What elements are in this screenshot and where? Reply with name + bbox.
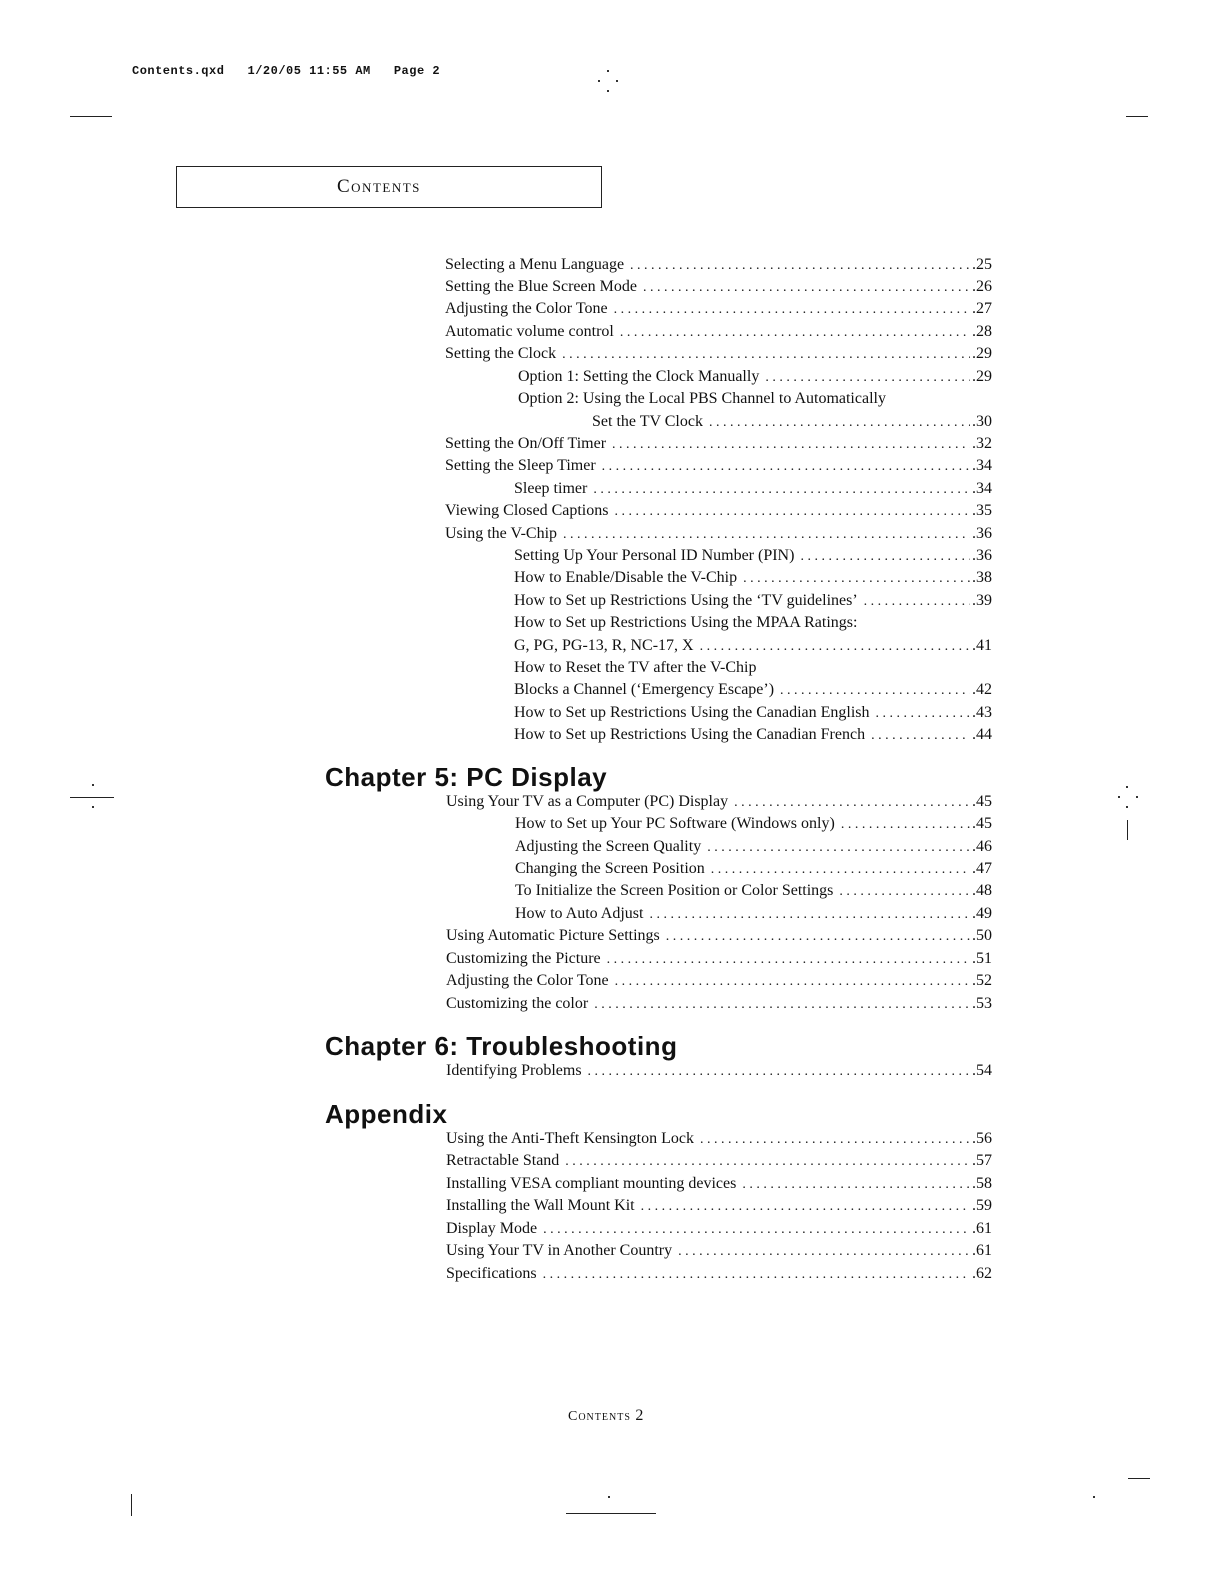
registration-dot <box>92 806 94 808</box>
toc-entry <box>446 1265 992 1287</box>
toc-entry <box>445 435 992 457</box>
toc-entry-page: .46 <box>972 838 992 855</box>
toc-entry <box>514 480 992 502</box>
registration-dot <box>1136 796 1138 798</box>
toc-entry-page: .48 <box>972 882 992 899</box>
toc-entry-page: .45 <box>972 793 992 810</box>
toc-entry-page: .41 <box>972 637 992 654</box>
toc-entry-page: .29 <box>972 368 992 385</box>
toc-entry <box>446 927 992 949</box>
crop-mark <box>1126 116 1148 117</box>
dot-leader <box>563 527 970 543</box>
toc-entry-label: Setting the Sleep Timer <box>445 457 596 474</box>
dot-leader <box>543 1222 970 1238</box>
toc-entry <box>446 1062 992 1084</box>
dot-leader <box>742 1177 970 1193</box>
toc-entry-page: .43 <box>972 704 992 721</box>
page-title-box <box>176 166 602 208</box>
crop-mark <box>1128 1478 1150 1479</box>
toc-entry-label: Specifications <box>446 1265 537 1282</box>
toc-entry <box>445 502 992 524</box>
dot-leader <box>643 280 970 296</box>
toc-entry-page: .61 <box>972 1220 992 1237</box>
toc-entry <box>446 950 992 972</box>
dot-leader <box>630 258 970 274</box>
toc-entry-page: .32 <box>972 435 992 452</box>
page-title: Contents <box>337 176 421 197</box>
toc-entry <box>515 905 992 927</box>
toc-entry-label: Using the V-Chip <box>445 525 558 542</box>
toc-entry <box>445 300 992 322</box>
dot-leader <box>593 482 970 498</box>
footer-label: Contents <box>568 1409 631 1424</box>
toc-entry <box>514 681 992 703</box>
toc-entry-label: Blocks a Channel (‘Emergency Escape’) <box>514 681 775 698</box>
dot-leader <box>734 795 970 811</box>
toc-entry <box>515 815 992 837</box>
toc-entry-label: Customizing the Picture <box>446 950 601 967</box>
dot-leader <box>666 929 970 945</box>
toc-entry-label: Adjusting the Color Tone <box>446 972 609 989</box>
toc-entry <box>445 345 992 367</box>
dot-leader <box>864 594 970 610</box>
toc-entry-label: Installing VESA compliant mounting devices <box>446 1175 737 1192</box>
toc-entry-label: How to Enable/Disable the V-Chip <box>514 569 738 586</box>
toc-entry-label: Setting Up Your Personal ID Number (PIN) <box>514 547 795 564</box>
toc-entry <box>446 995 992 1017</box>
toc-entry-page: .44 <box>972 726 992 743</box>
toc-entry-label: How to Reset the TV after the V-Chip <box>514 659 757 676</box>
dot-leader <box>594 997 970 1013</box>
dot-leader <box>614 302 970 318</box>
registration-dot <box>608 1496 610 1498</box>
toc-entry-page: .38 <box>972 569 992 586</box>
dot-leader <box>602 459 970 475</box>
toc-entry <box>514 547 992 569</box>
toc-entry <box>445 278 992 300</box>
toc-entry <box>445 323 992 345</box>
dot-leader <box>700 1132 970 1148</box>
dot-leader <box>839 884 970 900</box>
registration-dot <box>607 70 609 72</box>
dot-leader <box>800 549 970 565</box>
toc-entry-page: .49 <box>972 905 992 922</box>
toc-entry-label: Option 1: Setting the Clock Manually <box>518 368 760 385</box>
dot-leader <box>612 437 970 453</box>
toc-entry-label: How to Set up Restrictions Using the ‘TV guidelines’ <box>514 592 858 609</box>
toc-entry-label: Identifying Problems <box>446 1062 582 1079</box>
toc-entry-page: .56 <box>972 1130 992 1147</box>
toc-entry-page: .28 <box>972 323 992 340</box>
dot-leader <box>871 728 970 744</box>
dot-leader <box>841 817 970 833</box>
toc-entry <box>515 838 992 860</box>
toc-entry <box>446 1152 992 1174</box>
dot-leader <box>700 639 970 655</box>
toc-entry-page: .35 <box>972 502 992 519</box>
toc-entry-page: .50 <box>972 927 992 944</box>
toc-entry-label: Selecting a Menu Language <box>445 256 625 273</box>
toc-entry-label: Installing the Wall Mount Kit <box>446 1197 635 1214</box>
toc-entry <box>592 413 992 435</box>
toc-entry-label: To Initialize the Screen Position or Color Settings <box>515 882 834 899</box>
toc-entry <box>445 457 992 479</box>
toc-entry <box>446 1130 992 1152</box>
toc-entry-label: How to Set up Restrictions Using the MPAA Ratings: <box>514 614 858 631</box>
toc-entry-page: .54 <box>972 1062 992 1079</box>
toc-entry-label: Display Mode <box>446 1220 538 1237</box>
toc-entry <box>514 592 992 614</box>
toc-entry-page: .62 <box>972 1265 992 1282</box>
crop-mark <box>1127 820 1128 840</box>
chapter-heading: Chapter 5: PC Display <box>325 762 608 792</box>
crop-mark <box>566 1513 656 1514</box>
toc-entry-label: Set the TV Clock <box>592 413 703 430</box>
toc-entry <box>446 972 992 994</box>
dot-leader <box>780 683 970 699</box>
toc-entry <box>446 793 992 815</box>
dot-leader <box>743 571 970 587</box>
toc-entry-page: .53 <box>972 995 992 1012</box>
dot-leader <box>565 1154 970 1170</box>
toc-entry-label: Automatic volume control <box>445 323 614 340</box>
toc-entry-label: Adjusting the Screen Quality <box>515 838 702 855</box>
toc-entry-label: Customizing the color <box>446 995 589 1012</box>
toc-entry <box>446 1242 992 1264</box>
toc-entry-label: How to Auto Adjust <box>515 905 644 922</box>
toc-entry-page: .57 <box>972 1152 992 1169</box>
toc-entry <box>515 860 992 882</box>
toc-entry-page: .26 <box>972 278 992 295</box>
registration-dot <box>1118 796 1120 798</box>
toc-entry-label: Using Your TV in Another Country <box>446 1242 673 1259</box>
dot-leader <box>711 862 970 878</box>
registration-dot <box>616 80 618 82</box>
toc-entry-label: Setting the Blue Screen Mode <box>445 278 637 295</box>
toc-entry-page: .39 <box>972 592 992 609</box>
dot-leader <box>707 840 970 856</box>
toc-entry-label: Using the Anti-Theft Kensington Lock <box>446 1130 694 1147</box>
dot-leader <box>543 1267 970 1283</box>
toc-entry-page: .36 <box>972 547 992 564</box>
dot-leader <box>607 952 970 968</box>
dot-leader <box>678 1244 970 1260</box>
dot-leader <box>614 504 970 520</box>
registration-dot <box>1126 786 1128 788</box>
toc-entry-label: Setting the On/Off Timer <box>445 435 607 452</box>
toc-entry-page: .51 <box>972 950 992 967</box>
toc-entry-label: Using Your TV as a Computer (PC) Display <box>446 793 729 810</box>
toc-entry <box>514 569 992 591</box>
dot-leader <box>562 347 970 363</box>
toc-entry-page: .36 <box>972 525 992 542</box>
toc-entry-page: .45 <box>972 815 992 832</box>
crop-mark <box>131 1494 132 1516</box>
registration-dot <box>1093 1496 1095 1498</box>
toc-entry-label: Adjusting the Color Tone <box>445 300 608 317</box>
dot-leader <box>615 974 970 990</box>
toc-entry-page: .27 <box>972 300 992 317</box>
toc-entry <box>446 1220 992 1242</box>
toc-entry-label: Sleep timer <box>514 480 588 497</box>
toc-entry-label: G, PG, PG-13, R, NC-17, X <box>514 637 694 654</box>
registration-dot <box>92 784 94 786</box>
toc-entry-label: Setting the Clock <box>445 345 557 362</box>
toc-entry-page: .59 <box>972 1197 992 1214</box>
toc-entry-label: Changing the Screen Position <box>515 860 705 877</box>
toc-entry-label: Retractable Stand <box>446 1152 560 1169</box>
toc-entry-label: Using Automatic Picture Settings <box>446 927 660 944</box>
toc-entry <box>446 1175 992 1197</box>
dot-leader <box>709 415 970 431</box>
chapter-heading: Appendix <box>325 1099 448 1129</box>
chapter-heading: Chapter 6: Troubleshooting <box>325 1031 678 1061</box>
crop-mark <box>70 797 114 798</box>
toc-entry-page: .58 <box>972 1175 992 1192</box>
dot-leader <box>649 907 970 923</box>
toc-entry-page: .29 <box>972 345 992 362</box>
dot-leader <box>876 706 970 722</box>
dot-leader <box>620 325 970 341</box>
dot-leader <box>765 370 970 386</box>
toc-entry <box>445 256 992 278</box>
toc-entry-page: .34 <box>972 457 992 474</box>
toc-entry-label: How to Set up Restrictions Using the Canadian English <box>514 704 870 721</box>
print-slug: Contents.qxd 1/20/05 11:55 AM Page 2 <box>132 64 441 78</box>
crop-mark <box>70 116 112 117</box>
toc-entry-label: Viewing Closed Captions <box>445 502 609 519</box>
toc-entry-page: .42 <box>972 681 992 698</box>
toc-entry-label: Option 2: Using the Local PBS Channel to Automatically <box>518 390 886 407</box>
registration-dot <box>1126 806 1128 808</box>
dot-leader <box>588 1064 970 1080</box>
toc-entry-page: .30 <box>972 413 992 430</box>
page-number: 2 <box>635 1407 645 1424</box>
toc-entry <box>514 704 992 726</box>
toc-entry-page: .61 <box>972 1242 992 1259</box>
toc-entry <box>445 525 992 547</box>
registration-dot <box>598 80 600 82</box>
toc-entry-label: How to Set up Restrictions Using the Canadian French <box>514 726 866 743</box>
toc-entry-label: How to Set up Your PC Software (Windows only) <box>515 815 835 832</box>
page-footer <box>568 1407 644 1425</box>
toc-entry <box>518 368 992 390</box>
toc-entry <box>446 1197 992 1219</box>
toc-entry-page: .25 <box>972 256 992 273</box>
toc-entry <box>514 726 992 748</box>
toc-entry <box>514 637 992 659</box>
toc-entry-page: .47 <box>972 860 992 877</box>
registration-dot <box>607 90 609 92</box>
dot-leader <box>641 1199 970 1215</box>
toc-entry <box>515 882 992 904</box>
toc-entry-page: .52 <box>972 972 992 989</box>
toc-entry-page: .34 <box>972 480 992 497</box>
